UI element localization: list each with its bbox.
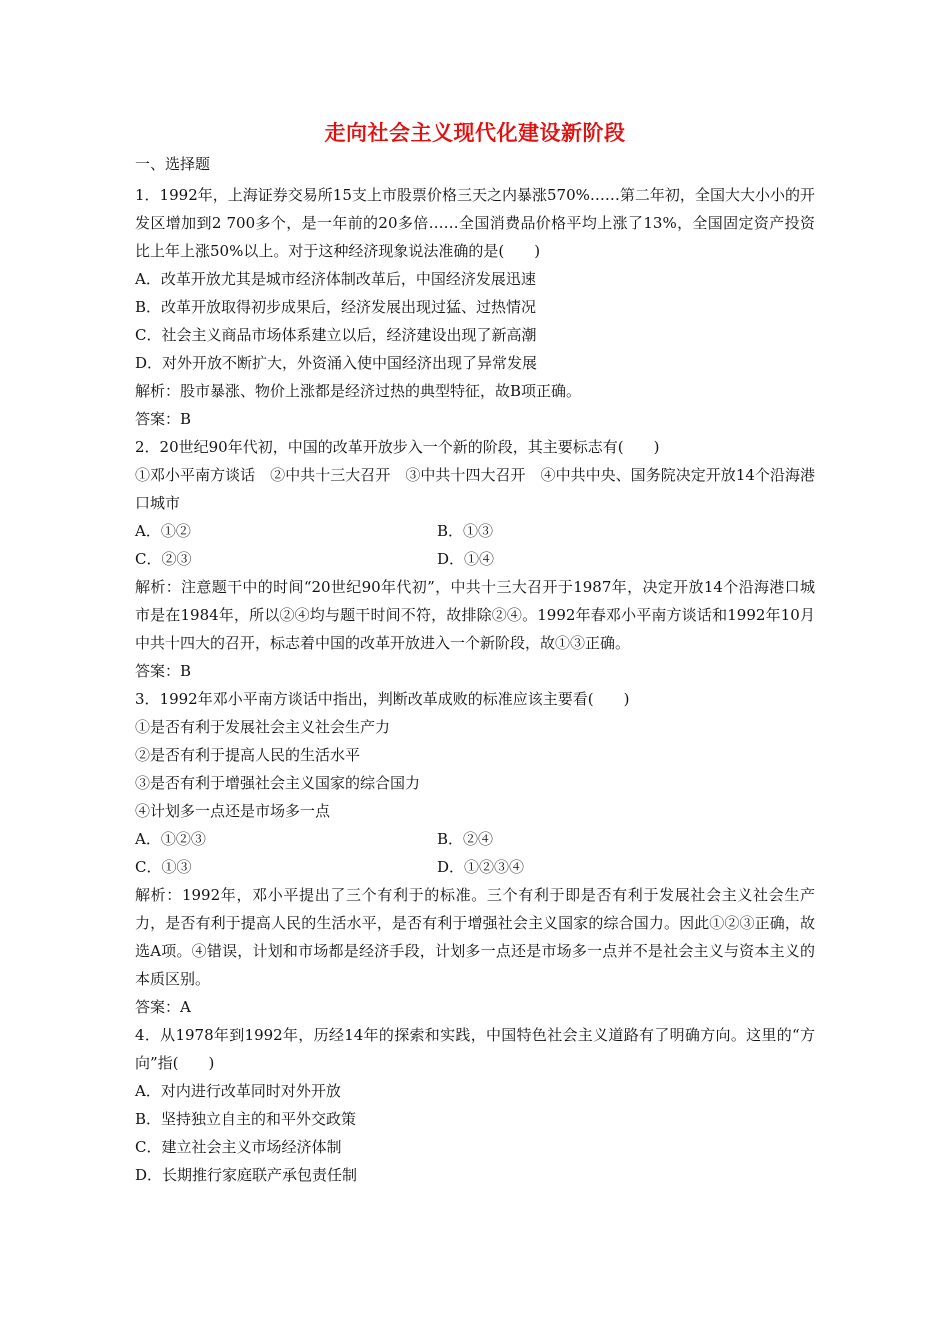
option-c: C．①③ xyxy=(135,858,192,876)
question-stem: 1．1992年，上海证券交易所15支上市股票价格三天之内暴涨570%……第二年初，全国大大小小的开发区增加到2 700多个，是一年前的20多倍……全国消费品价格平均上涨了13%，全国固定资产投资比上年上涨50%以上。对于这种经济现象说法准确的是( ) xyxy=(135,186,815,260)
question-stem: 3．1992年邓小平南方谈话中指出，判断改革成败的标准应该主要看( ) xyxy=(135,690,630,708)
options-grid xyxy=(135,517,815,573)
question-item-3: ③是否有利于增强社会主义国家的综合国力 xyxy=(135,774,421,792)
question-item-2: ②是否有利于提高人民的生活水平 xyxy=(135,746,361,764)
option-b: B．改革开放取得初步成果后，经济发展出现过猛、过热情况 xyxy=(135,298,537,316)
section-heading: 一、选择题 xyxy=(135,155,211,173)
option-c: C．社会主义商品市场体系建立以后，经济建设出现了新高潮 xyxy=(135,326,537,344)
option-c: C．②③ xyxy=(135,550,192,568)
options-grid xyxy=(135,825,815,881)
option-a: A．①②③ xyxy=(135,830,206,848)
question-3 xyxy=(135,685,815,1021)
answer: 答案：B xyxy=(135,662,192,680)
question-4 xyxy=(135,1021,815,1189)
option-b: B．坚持独立自主的和平外交政策 xyxy=(135,1110,357,1128)
analysis: 解析：1992年，邓小平提出了三个有利于的标准。三个有利于即是否有利于发展社会主义社会生产力，是否有利于提高人民的生活水平，是否有利于增强社会主义国家的综合国力。因此①②③正确，故选A项。④错误，计划和市场都是经济手段，计划多一点还是市场多一点并不是社会主义与资本主义的本质区别。 xyxy=(135,886,815,988)
question-item-1: ①是否有利于发展社会主义社会生产力 xyxy=(135,718,391,736)
answer: 答案：A xyxy=(135,998,191,1016)
question-1 xyxy=(135,181,815,433)
option-a: A．改革开放尤其是城市经济体制改革后，中国经济发展迅速 xyxy=(135,270,536,288)
analysis: 解析：股市暴涨、物价上涨都是经济过热的典型特征，故B项正确。 xyxy=(135,382,582,400)
option-d: D．①②③④ xyxy=(437,858,525,876)
option-a: A．①② xyxy=(135,522,191,540)
analysis: 解析：注意题干中的时间“20世纪90年代初”，中共十三大召开于1987年，决定开放14个沿海港口城市是在1984年，所以②④均与题干时间不符，故排除②④。1992年春邓小平南方谈话和1992年10月中共十四大的召开，标志着中国的改革开放进入一个新阶段，故①③正确。 xyxy=(135,578,815,652)
question-item-4: ④计划多一点还是市场多一点 xyxy=(135,802,331,820)
option-c: C．建立社会主义市场经济体制 xyxy=(135,1138,342,1156)
option-b: B．①③ xyxy=(437,522,494,540)
document-page xyxy=(135,118,815,1189)
option-d: D．对外开放不断扩大，外资涌入使中国经济出现了异常发展 xyxy=(135,354,538,372)
question-stem: 4．从1978年到1992年，历经14年的探索和实践，中国特色社会主义道路有了明确方向。这里的“方向”指( ) xyxy=(135,1026,815,1072)
option-a: A．对内进行改革同时对外开放 xyxy=(135,1082,341,1100)
question-2 xyxy=(135,433,815,685)
option-d: D．长期推行家庭联产承包责任制 xyxy=(135,1166,358,1184)
option-d: D．①④ xyxy=(437,550,495,568)
question-items: ①邓小平南方谈话 ②中共十三大召开 ③中共十四大召开 ④中共中央、国务院决定开放14个沿海港口城市 xyxy=(135,466,815,512)
answer: 答案：B xyxy=(135,410,192,428)
page-title: 走向社会主义现代化建设新阶段 xyxy=(324,120,626,145)
question-stem: 2．20世纪90年代初，中国的改革开放步入一个新的阶段，其主要标志有( ) xyxy=(135,438,660,456)
option-b: B．②④ xyxy=(437,830,494,848)
